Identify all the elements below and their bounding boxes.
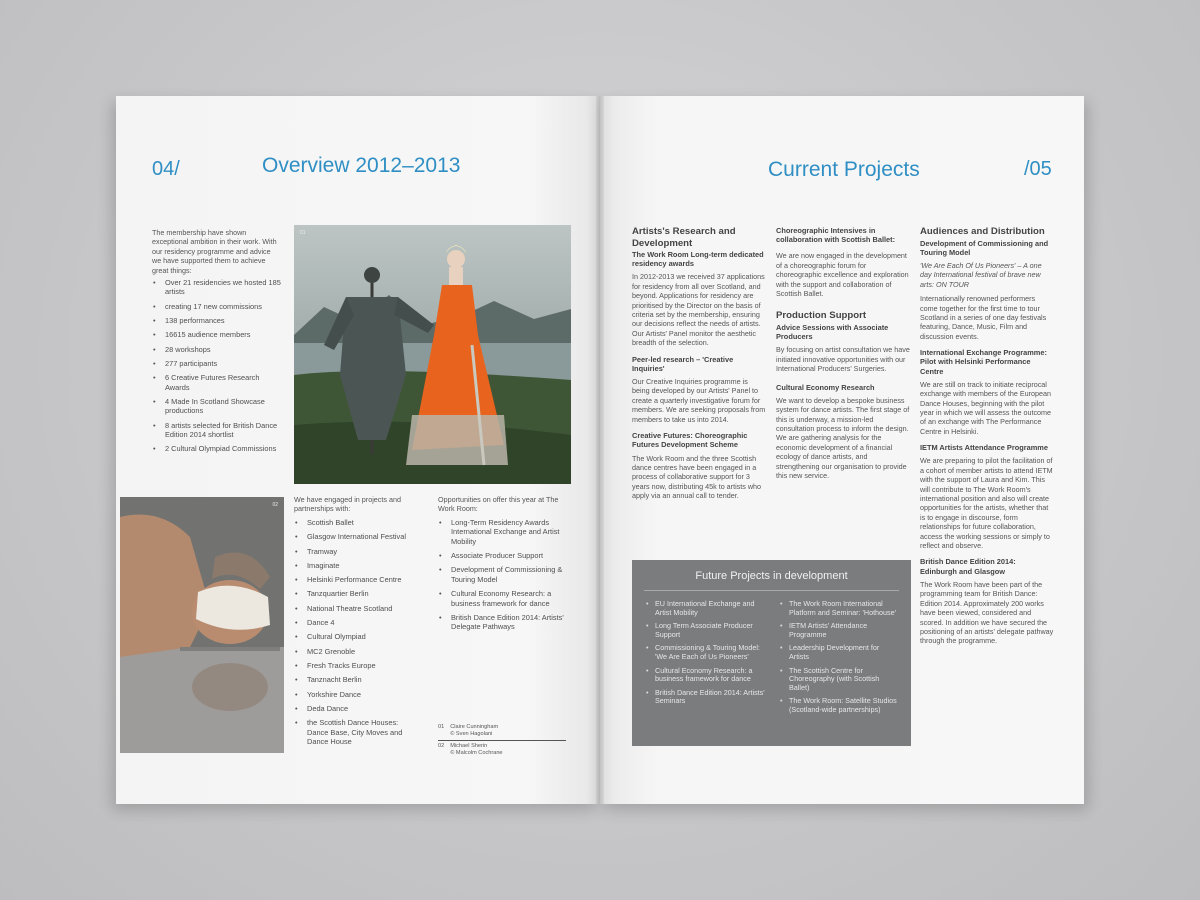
creative-futures-text: The Work Room and the three Scottish dance centres have been engaged in a process of collaborative support for 3 years now, distributing 45k to artists who apply via an annual call to tender.: [632, 453, 762, 501]
partner-item: • Fresh Tracks Europe: [295, 661, 417, 670]
future-project-item: • The Work Room: Satellite Studios (Scotland-wide partnerships): [780, 697, 900, 714]
partner-item: • Imaginate: [295, 561, 417, 570]
credit-2: [438, 743, 568, 757]
opportunity-item: • Long-Term Residency Awards International Exchange and Artist Mobility: [439, 518, 567, 546]
photo1-label: 01: [300, 230, 306, 236]
future-project-item: • Cultural Economy Research: a business framework for dance: [646, 667, 766, 684]
bde-subheading: British Dance Edition 2014: Edinburgh and Glasgow: [920, 557, 1016, 576]
partner-item: • Tanzquartier Berlin: [295, 589, 417, 598]
achievements-list: [153, 278, 283, 459]
future-project-item: • IETM Artists' Attendance Programme: [780, 622, 900, 639]
achievement-item: • Over 21 residencies we hosted 185 artists: [153, 278, 283, 297]
pioneers-quote: 'We Are Each Of Us Pioneers' – A one day International festival of brave new arts: ON TOUR: [920, 260, 1042, 289]
achievement-item: • 138 performances: [153, 316, 283, 325]
residency-text: In 2012-2013 we received 37 applications for residency from all over Scotland, and beyond. Applications for residency are prioritised by the Director on the basis of criteria set by the membership, ensuring our decisions reflect the needs of artists. Our Artists' Panel monitor the aesthetic breadth of the selection.: [632, 272, 765, 348]
future-project-item: • Commissioning & Touring Model: 'We Are Each of Us Pioneers': [646, 644, 766, 661]
future-project-item: • British Dance Edition 2014: Artists' Seminars: [646, 689, 766, 706]
opportunities-list: [439, 518, 567, 637]
touring-subheading: Development of Commissioning and Touring Model: [920, 238, 1049, 257]
partner-item: • Tanznacht Berlin: [295, 675, 417, 684]
credit-2-name: Michael Sherin: [450, 743, 488, 749]
ietm-text: We are preparing to pilot the facilitation of a cohort of member artists to attend IETM with the support of Laura and Kim. This will contribute to The Work Room's international position and also will create opportunities for the artists, whether that is to engage in discourse, form relationships for future collaboration, access the working sessions or simply to reflect and observe.: [920, 456, 1053, 551]
production-heading: Production Support: [776, 310, 867, 322]
research-heading: Artists's Research and Development: [632, 226, 736, 249]
partner-item: • National Theatre Scotland: [295, 604, 417, 613]
choreographic-text: We are now engaged in the development of a choreographic forum for choreographic excellence and exploration with the support and collaboration of Scottish Ballet.: [776, 251, 909, 299]
credit-2-credit: © Malcolm Cochrane: [450, 750, 503, 756]
cultural-economy-subheading: Cultural Economy Research: [776, 382, 875, 392]
partner-item: • Tramway: [295, 547, 417, 556]
partner-item: • Cultural Olympiad: [295, 632, 417, 641]
touring-text: Internationally renowned performers come together for the first time to tour Scotland in a series of one day festivals featuring, Dance, Music, Film and discussion events.: [920, 294, 1047, 341]
opportunity-item: • Associate Producer Support: [439, 551, 567, 560]
future-project-item: • EU International Exchange and Artist Mobility: [646, 600, 766, 617]
advice-text: By focusing on artist consultation we have initiated innovative opportunities with our International Producers' Surgeries.: [776, 345, 910, 374]
credit-1-name: Claire Cunningham: [450, 724, 499, 730]
partner-item: • Scottish Ballet: [295, 518, 417, 527]
credit-1: [438, 724, 568, 738]
opportunity-item: • Cultural Economy Research: a business framework for dance: [439, 589, 567, 608]
photo-credits: [438, 724, 568, 757]
achievement-item: • 6 Creative Futures Research Awards: [153, 373, 283, 392]
cultural-economy-text: We want to develop a bespoke business system for dance artists. The first stage of this is underway, a mission-led consultation process to inform the design. We are gathering analysis for the economic development of a financial ecology of dance artists, and strengthening our organisation to provide this new service.: [776, 395, 910, 481]
photo2-label: 02: [272, 502, 278, 508]
exchange-subheading: International Exchange Programme: Pilot with Helsinki Performance Centre: [920, 348, 1047, 376]
exchange-text: We are still on track to initiate reciprocal exchange with members of the European Dance Houses, beginning with the pilot year in which we will assess the outcome of an exchange with The Performance Centre in Helsinki.: [920, 379, 1052, 436]
ietm-subheading: IETM Artists Attendance Programme: [920, 443, 1048, 453]
peer-research-text: Our Creative Inquiries programme is being developed by our Artists' Panel to create a quarterly investigative forum for members. We are seeking proposals from members to take us into 2014.: [632, 377, 766, 424]
achievement-item: • 2 Cultural Olympiad Commissions: [153, 444, 283, 453]
partner-item: • Glasgow International Festival: [295, 532, 417, 541]
column-research: [632, 226, 766, 501]
achievement-item: • 277 participants: [153, 359, 283, 368]
spine-shadow: [596, 96, 604, 804]
choreographic-subheading: Choreographic Intensives in collaboration with Scottish Ballet:: [776, 226, 896, 245]
left-page-number: 04/: [152, 158, 180, 180]
future-project-item: • Long Term Associate Producer Support: [646, 622, 766, 639]
creative-futures-subheading: Creative Futures: Choreographic Futures Development Scheme: [632, 431, 748, 450]
achievement-item: • creating 17 new commissions: [153, 302, 283, 311]
advice-subheading: Advice Sessions with Associate Producers: [776, 322, 889, 342]
partner-item: • Yorkshire Dance: [295, 690, 417, 699]
partner-item: • Helsinki Performance Centre: [295, 575, 417, 584]
credit-2-num: 02: [438, 743, 445, 749]
overview-intro: The membership have shown exceptional ambition in their work. With our residency programme and advice we have supported them to achieve great things:: [152, 228, 277, 275]
partner-item: • the Scottish Dance Houses: Dance Base, City Moves and Dance House: [295, 718, 417, 746]
opportunity-item: • Development of Commissioning & Touring Model: [439, 565, 567, 584]
opportunities-intro: Opportunities on offer this year at The Work Room:: [438, 495, 559, 514]
future-projects-left-list: [646, 600, 766, 711]
achievement-item: • 8 artists selected for British Dance Edition 2014 shortlist: [153, 421, 283, 440]
column-production: [776, 226, 910, 480]
partner-item: • MC2 Grenoble: [295, 647, 417, 656]
bde-text: The Work Room have been part of the programming team for British Dance: Edition 2014. Approximately 200 works have been viewed, considered and scored. In addition we have secured the positioning of an artists' delegate pathway through the programme.: [920, 579, 1054, 646]
photo-performer-landscape: [294, 225, 571, 484]
column-audiences: [920, 226, 1054, 646]
future-project-item: • The Work Room International Platform and Seminar: 'Hothouse': [780, 600, 900, 617]
right-page-title: Current Projects: [768, 158, 920, 181]
peer-research-subheading: Peer-led research – 'Creative Inquiries': [632, 354, 734, 373]
achievement-item: • 4 Made In Scotland Showcase productions: [153, 397, 283, 416]
credit-1-credit: © Sven Hagolani: [450, 731, 493, 737]
credit-1-num: 01: [438, 724, 445, 730]
achievement-item: • 28 workshops: [153, 345, 283, 354]
right-page-number: /05: [1024, 158, 1052, 180]
opportunity-item: • British Dance Edition 2014: Artists' Delegate Pathways: [439, 613, 567, 632]
partners-intro: We have engaged in projects and partnerships with:: [294, 495, 401, 514]
left-page-title: Overview 2012–2013: [262, 154, 461, 177]
partners-list: [295, 518, 417, 751]
photo-blindfolded-dancer: [120, 497, 284, 753]
future-projects-right-list: [780, 600, 900, 720]
residency-subheading: The Work Room Long-term dedicated residency awards: [632, 250, 764, 269]
future-projects-box: [632, 560, 911, 746]
credit-divider: [438, 740, 566, 741]
future-project-item: • The Scottish Centre for Choreography (with Scottish Ballet): [780, 667, 900, 693]
partner-item: • Deda Dance: [295, 704, 417, 713]
achievement-item: • 16615 audience members: [153, 330, 283, 339]
partner-item: • Dance 4: [295, 618, 417, 627]
future-projects-title: Future Projects in development: [695, 570, 848, 582]
future-projects-rule: [644, 590, 899, 591]
audiences-heading: Audiences and Distribution: [920, 226, 1045, 237]
future-project-item: • Leadership Development for Artists: [780, 644, 900, 661]
